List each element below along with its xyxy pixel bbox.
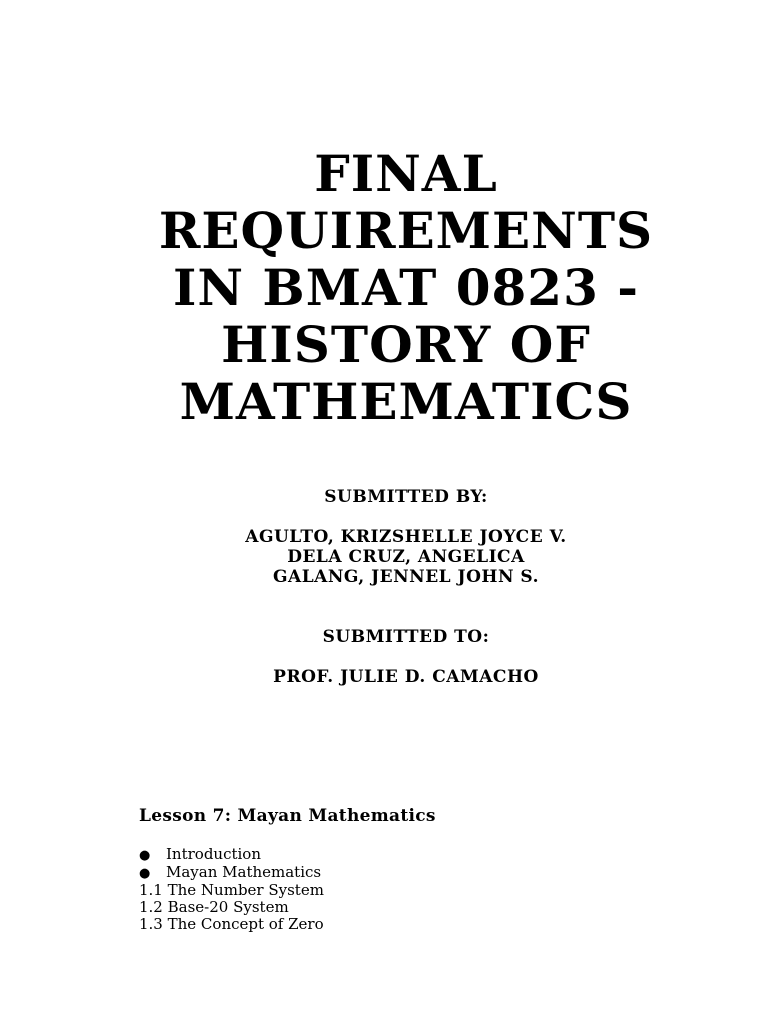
title-line: FINAL	[314, 144, 498, 203]
bullet-icon: ●	[139, 848, 151, 863]
bullet-icon: ●	[139, 866, 151, 881]
author-name: DELA CRUZ, ANGELICA	[287, 547, 525, 567]
author-name: AGULTO, KRIZSHELLE JOYCE V.	[245, 527, 567, 547]
document-title	[100, 145, 712, 430]
title-line: MATHEMATICS	[179, 372, 633, 431]
lesson-outline	[139, 846, 324, 933]
submitted-to-label: SUBMITTED TO:	[322, 627, 490, 647]
lesson-title: Lesson 7: Mayan Mathematics	[139, 806, 436, 826]
outline-item-label: Introduction	[166, 845, 261, 863]
outline-subtopic: 1.2 Base-20 System	[139, 898, 289, 916]
title-line: HISTORY OF	[221, 315, 591, 374]
author-name: GALANG, JENNEL JOHN S.	[272, 567, 539, 587]
outline-bullet-item	[139, 846, 324, 864]
professor-name: PROF. JULIE D. CAMACHO	[273, 667, 539, 687]
title-line: IN BMAT 0823 -	[172, 258, 640, 317]
outline-subtopic: 1.1 The Number System	[139, 881, 324, 899]
outline-item-label: Mayan Mathematics	[166, 863, 322, 881]
outline-subtopic: 1.3 The Concept of Zero	[139, 915, 324, 933]
submitted-by-label: SUBMITTED BY:	[324, 487, 488, 507]
author-list	[100, 527, 712, 587]
outline-bullet-item	[139, 864, 324, 882]
title-line: REQUIREMENTS	[158, 201, 654, 260]
